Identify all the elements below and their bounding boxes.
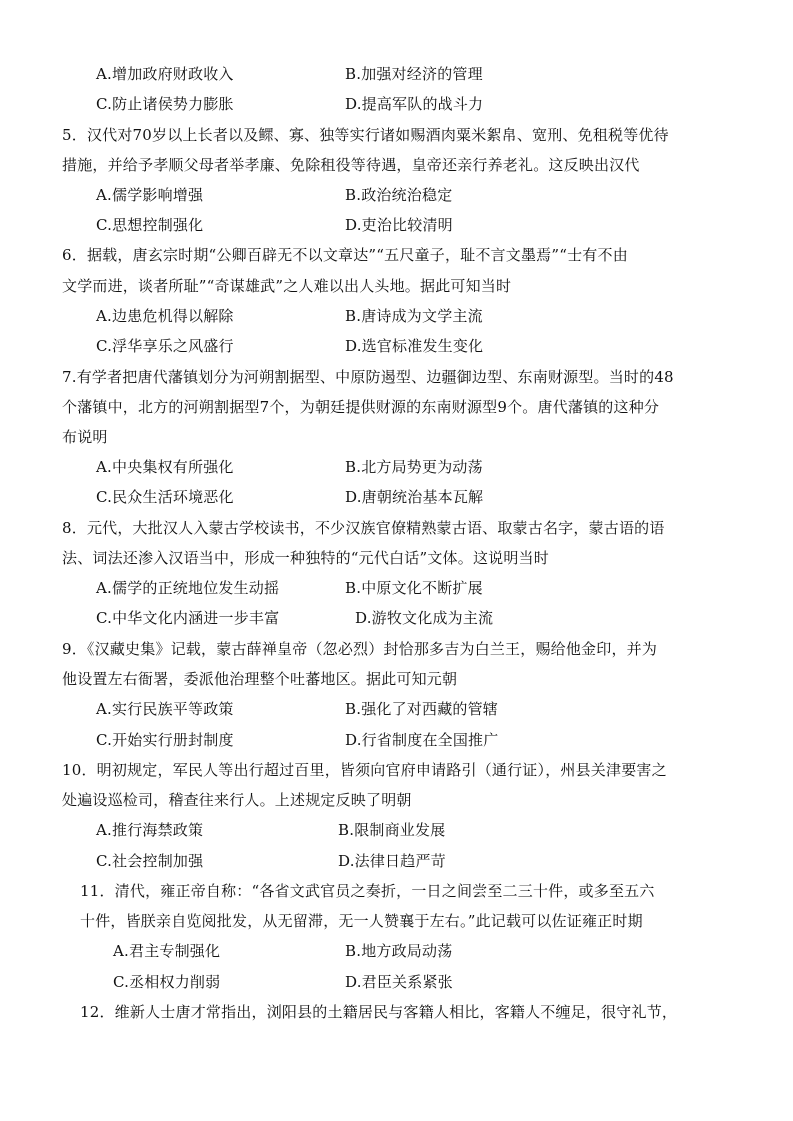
q10-option-a: A.推行海禁政策 [96, 821, 204, 839]
q10-stem-line-2: 处遍设巡检司，稽查往来行人。上述规定反映了明朝 [62, 791, 412, 809]
q11-option-c: C.丞相权力削弱 [113, 973, 221, 991]
q8-option-d: D.游牧文化成为主流 [355, 609, 494, 627]
q9-option-c: C.开始实行册封制度 [96, 731, 234, 749]
q4-option-d: D.提高军队的战斗力 [345, 95, 484, 113]
q7-option-a: A.中央集权有所强化 [96, 458, 234, 476]
q5-option-a: A.儒学影响增强 [96, 186, 204, 204]
q9-option-d: D.行省制度在全国推广 [345, 731, 499, 749]
q4-option-b: B.加强对经济的管理 [345, 65, 483, 83]
q9-stem-line-2: 他设置左右衙署，委派他治理整个吐蕃地区。据此可知元朝 [62, 670, 458, 688]
q4-option-c: C.防止诸侯势力膨胀 [96, 95, 234, 113]
q6-option-a: A.边患危机得以解除 [96, 307, 234, 325]
q6-option-d: D.选官标准发生变化 [345, 337, 484, 355]
q10-option-c: C.社会控制加强 [96, 852, 204, 870]
q6-stem-line-1: 6．据载，唐玄宗时期“公卿百辟无不以文章达”“五尺童子，耻不言文墨焉”“士有不由 [62, 246, 628, 264]
q9-option-a: A.实行民族平等政策 [96, 700, 234, 718]
q7-option-c: C.民众生活环境恶化 [96, 488, 234, 506]
q11-stem-line-1: 11．清代，雍正帝自称：“各省文武官员之奏折，一日之间尝至二三十件，或多至五六 [80, 882, 655, 900]
q6-option-b: B.唐诗成为文学主流 [345, 307, 483, 325]
q5-option-c: C.思想控制强化 [96, 216, 204, 234]
q5-stem-line-1: 5．汉代对70岁以上长者以及鳏、寡、独等实行诸如赐酒肉粟米絮帛、宽刑、免租税等优待 [62, 126, 669, 144]
q8-stem-line-1: 8．元代，大批汉人入蒙古学校读书，不少汉族官僚精熟蒙古语、取蒙古名字，蒙古语的语 [62, 519, 665, 537]
q8-stem-line-2: 法、词法还渗入汉语当中，形成一种独特的“元代白话”文体。这说明当时 [62, 549, 549, 567]
q7-stem-line-2: 个藩镇中，北方的河朔割据型7个，为朝廷提供财源的东南财源型9个。唐代藩镇的这种分 [62, 398, 660, 416]
q11-option-a: A.君主专制强化 [113, 942, 221, 960]
q11-option-d: D.君臣关系紧张 [345, 973, 453, 991]
q10-option-d: D.法律日趋严苛 [338, 852, 446, 870]
q8-option-b: B.中原文化不断扩展 [345, 579, 483, 597]
q7-stem-line-3: 布说明 [62, 428, 108, 446]
q6-option-c: C.浮华享乐之风盛行 [96, 337, 234, 355]
q8-option-a: A.儒学的正统地位发生动摇 [96, 579, 280, 597]
q10-option-b: B.限制商业发展 [338, 821, 446, 839]
q5-option-d: D.吏治比较清明 [345, 216, 453, 234]
q7-option-d: D.唐朝统治基本瓦解 [345, 488, 484, 506]
q6-stem-line-2: 文学而进，谈者所耻”“奇谋雄武”之人难以出人头地。据此可知当时 [62, 277, 512, 295]
q10-stem-line-1: 10．明初规定，军民人等出行超过百里，皆须向官府申请路引（通行证），州县关津要害之 [62, 761, 667, 779]
q7-option-b: B.北方局势更为动荡 [345, 458, 483, 476]
q12-stem-line-1: 12．维新人士唐才常指出，浏阳县的土籍居民与客籍人相比，客籍人不缠足，很守礼节， [80, 1003, 678, 1021]
q8-option-c: C.中华文化内涵进一步丰富 [96, 609, 280, 627]
q9-option-b: B.强化了对西藏的管辖 [345, 700, 498, 718]
q11-stem-line-2: 十件，皆朕亲自览阅批发，从无留滞，无一人赞襄于左右。”此记载可以佐证雍正时期 [80, 912, 643, 930]
q11-option-b: B.地方政局动荡 [345, 942, 453, 960]
q5-option-b: B.政治统治稳定 [345, 186, 453, 204]
q4-option-a: A.增加政府财政收入 [96, 65, 234, 83]
q7-stem-line-1: 7.有学者把唐代藩镇划分为河朔割据型、中原防遏型、边疆御边型、东南财源型。当时的48 [62, 368, 674, 386]
q9-stem-line-1: 9．《汉藏史集》记载，蒙古薛禅皇帝（忽必烈）封恰那多吉为白兰王，赐给他金印，并为 [62, 640, 658, 658]
q5-stem-line-2: 措施，并给予孝顺父母者举孝廉、免除租役等待遇，皇帝还亲行养老礼。这反映出汉代 [62, 156, 640, 174]
